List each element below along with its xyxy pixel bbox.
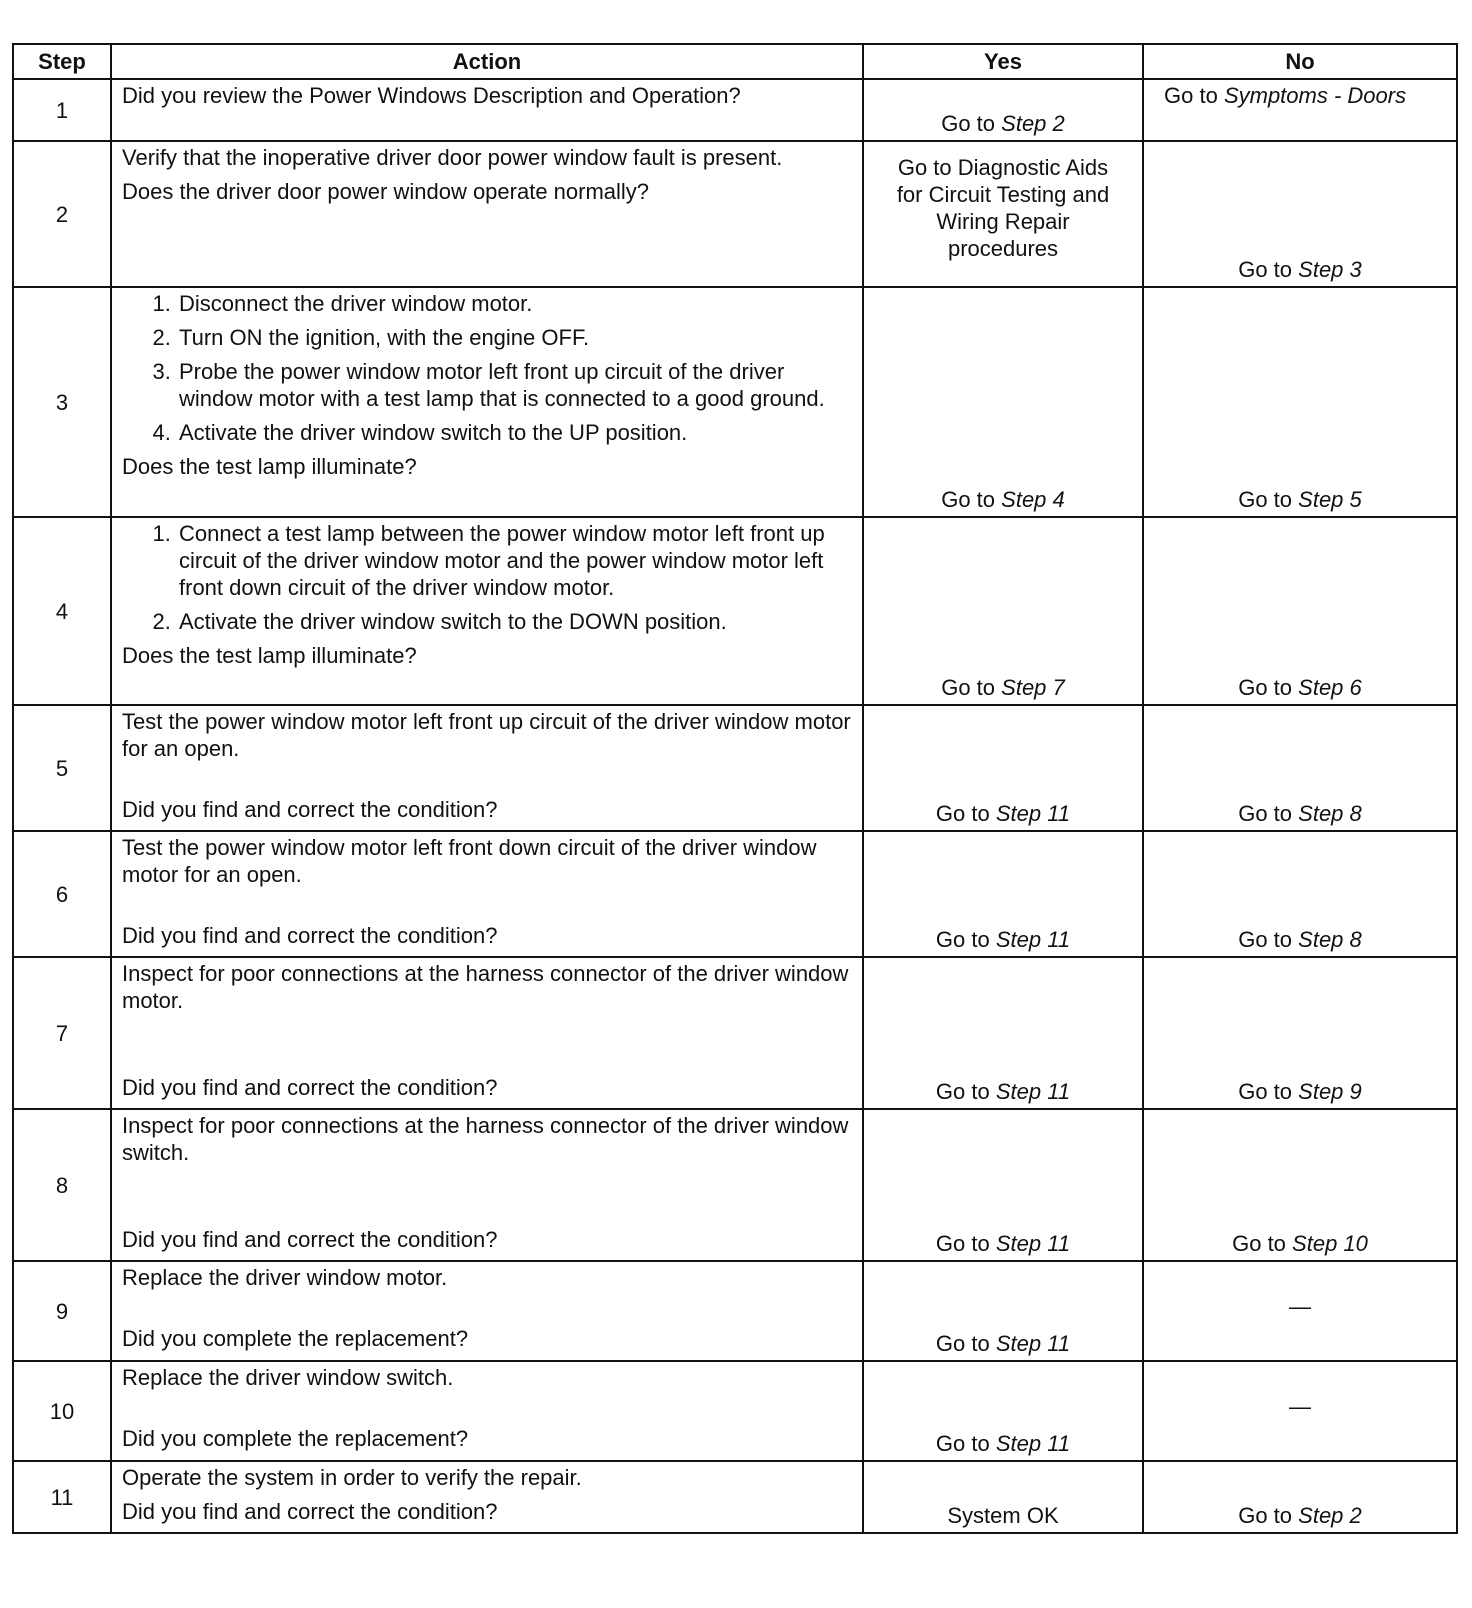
yes-text: Go to Diagnostic Aids for Circuit Testing and Wiring Repair procedures xyxy=(896,155,1110,261)
table-row-step-3 xyxy=(13,287,1457,517)
table-row-step-10 xyxy=(13,1361,1457,1461)
action-cell xyxy=(111,1261,863,1361)
step-number: 6 xyxy=(13,831,111,957)
step-number: 8 xyxy=(13,1109,111,1261)
yes-prefix: Go to xyxy=(935,1331,990,1356)
no-cell xyxy=(1143,705,1457,831)
action-intro: Verify that the inoperative driver door power window fault is present. xyxy=(122,145,783,170)
no-target: Step 8 xyxy=(1298,927,1362,952)
no-prefix: Go to xyxy=(1238,1503,1293,1528)
action-cell xyxy=(111,705,863,831)
table-row-step-1 xyxy=(13,79,1457,141)
yes-cell xyxy=(863,141,1143,287)
step-number: 10 xyxy=(13,1361,111,1461)
step-number: 1 xyxy=(13,79,111,141)
table-row-step-6 xyxy=(13,831,1457,957)
action-question: Does the test lamp illuminate? xyxy=(122,643,417,668)
step-number: 5 xyxy=(13,705,111,831)
no-cell xyxy=(1143,1109,1457,1261)
yes-cell xyxy=(863,1461,1143,1533)
no-cell xyxy=(1143,517,1457,705)
table-row-step-11 xyxy=(13,1461,1457,1533)
action-question: Did you find and correct the condition? xyxy=(122,1227,498,1252)
yes-cell xyxy=(863,1261,1143,1361)
step-number: 7 xyxy=(13,957,111,1109)
substep-list xyxy=(122,520,852,635)
yes-target: Step 11 xyxy=(995,1431,1071,1456)
no-cell xyxy=(1143,141,1457,287)
yes-cell xyxy=(863,957,1143,1109)
no-dash: — xyxy=(1289,1393,1311,1419)
action-cell xyxy=(111,287,863,517)
action-cell xyxy=(111,957,863,1109)
table-row-step-8 xyxy=(13,1109,1457,1261)
yes-prefix: Go to xyxy=(935,1431,990,1456)
action-cell xyxy=(111,1461,863,1533)
step-number: 4 xyxy=(13,517,111,705)
action-question: Did you complete the replacement? xyxy=(122,1326,469,1351)
substep-item: 4. Activate the driver window switch to the UP position. xyxy=(177,419,852,446)
action-intro: Operate the system in order to verify the repair. xyxy=(122,1465,582,1490)
header-no: No xyxy=(1143,44,1457,79)
header-yes: Yes xyxy=(863,44,1143,79)
no-prefix: Go to xyxy=(1232,1231,1286,1256)
table-row-step-2 xyxy=(13,141,1457,287)
yes-cell xyxy=(863,831,1143,957)
header-step: Step xyxy=(13,44,111,79)
yes-prefix: Go to xyxy=(935,927,990,952)
action-intro: Inspect for poor connections at the harness connector of the driver window switch. xyxy=(122,1113,849,1165)
no-cell xyxy=(1143,957,1457,1109)
substep-item: 1. Connect a test lamp between the power window motor left front up circuit of the driver window motor and the power window motor left front down circuit of the driver window motor. xyxy=(177,520,852,601)
yes-cell xyxy=(863,287,1143,517)
substep-item: 2. Activate the driver window switch to the DOWN position. xyxy=(177,608,852,635)
action-question: Did you find and correct the condition? xyxy=(122,797,498,822)
no-dash: — xyxy=(1289,1293,1311,1319)
substep-item: 1. Disconnect the driver window motor. xyxy=(177,290,852,317)
no-prefix: Go to xyxy=(1238,675,1293,700)
yes-target: Step 11 xyxy=(995,1231,1071,1256)
action-cell xyxy=(111,141,863,287)
step-number: 9 xyxy=(13,1261,111,1361)
no-prefix: Go to xyxy=(1238,257,1293,282)
action-intro: Replace the driver window switch. xyxy=(122,1365,454,1390)
header-action: Action xyxy=(111,44,863,79)
no-target: Step 8 xyxy=(1298,801,1362,826)
no-target: Step 9 xyxy=(1298,1079,1362,1104)
action-question: Did you review the Power Windows Description and Operation? xyxy=(122,83,741,108)
yes-cell xyxy=(863,79,1143,141)
yes-prefix: Go to xyxy=(941,487,996,512)
no-prefix: Go to xyxy=(1238,1079,1293,1104)
action-cell xyxy=(111,831,863,957)
yes-target: Step 11 xyxy=(995,1079,1071,1104)
step-number: 11 xyxy=(13,1461,111,1533)
no-target: Step 5 xyxy=(1298,487,1362,512)
no-cell xyxy=(1143,287,1457,517)
yes-target: Step 2 xyxy=(1001,111,1065,136)
no-cell xyxy=(1143,1461,1457,1533)
yes-cell xyxy=(863,517,1143,705)
no-cell xyxy=(1143,1261,1457,1361)
action-intro: Replace the driver window motor. xyxy=(122,1265,448,1290)
table-row-step-4 xyxy=(13,517,1457,705)
yes-cell xyxy=(863,1361,1143,1461)
no-cell xyxy=(1143,1361,1457,1461)
yes-target: Step 11 xyxy=(995,801,1071,826)
no-prefix: Go to xyxy=(1164,83,1218,108)
yes-target: Step 11 xyxy=(995,1331,1071,1356)
action-question: Did you find and correct the condition? xyxy=(122,1075,498,1100)
step-number: 2 xyxy=(13,141,111,287)
step-number: 3 xyxy=(13,287,111,517)
no-cell xyxy=(1143,831,1457,957)
no-target: Step 3 xyxy=(1298,257,1362,282)
action-question: Did you find and correct the condition? xyxy=(122,1499,498,1524)
yes-text: System OK xyxy=(947,1503,1059,1528)
yes-target: Step 11 xyxy=(995,927,1071,952)
yes-cell xyxy=(863,1109,1143,1261)
yes-prefix: Go to xyxy=(941,675,996,700)
table-row-step-5 xyxy=(13,705,1457,831)
action-cell xyxy=(111,1361,863,1461)
no-cell xyxy=(1143,79,1457,141)
action-cell xyxy=(111,79,863,141)
yes-prefix: Go to xyxy=(935,1079,990,1104)
no-target: Step 2 xyxy=(1298,1503,1362,1528)
no-target: Step 10 xyxy=(1292,1231,1368,1256)
action-intro: Test the power window motor left front down circuit of the driver window motor for an open. xyxy=(122,835,817,887)
table-row-step-9 xyxy=(13,1261,1457,1361)
yes-prefix: Go to xyxy=(935,1231,990,1256)
action-question: Does the test lamp illuminate? xyxy=(122,454,417,479)
yes-prefix: Go to xyxy=(935,801,990,826)
diagnostic-table xyxy=(12,43,1458,1534)
table-header-row xyxy=(13,44,1457,79)
yes-target: Step 7 xyxy=(1001,675,1065,700)
table-row-step-7 xyxy=(13,957,1457,1109)
no-prefix: Go to xyxy=(1238,487,1293,512)
substep-item: 3. Probe the power window motor left front up circuit of the driver window motor with a test lamp that is connected to a good ground. xyxy=(177,358,852,412)
no-prefix: Go to xyxy=(1238,801,1293,826)
action-intro: Test the power window motor left front up circuit of the driver window motor for an open. xyxy=(122,709,851,761)
action-cell xyxy=(111,1109,863,1261)
yes-cell xyxy=(863,705,1143,831)
yes-target: Step 4 xyxy=(1001,487,1065,512)
substep-list xyxy=(122,290,852,446)
no-prefix: Go to xyxy=(1238,927,1293,952)
substep-item: 2. Turn ON the ignition, with the engine OFF. xyxy=(177,324,852,351)
action-cell xyxy=(111,517,863,705)
action-question: Did you complete the replacement? xyxy=(122,1426,469,1451)
no-target: Symptoms - Doors xyxy=(1223,83,1407,108)
yes-prefix: Go to xyxy=(941,111,996,136)
no-target: Step 6 xyxy=(1298,675,1362,700)
action-question: Did you find and correct the condition? xyxy=(122,923,498,948)
action-intro: Inspect for poor connections at the harness connector of the driver window motor. xyxy=(122,961,849,1013)
action-question: Does the driver door power window operate normally? xyxy=(122,179,650,204)
